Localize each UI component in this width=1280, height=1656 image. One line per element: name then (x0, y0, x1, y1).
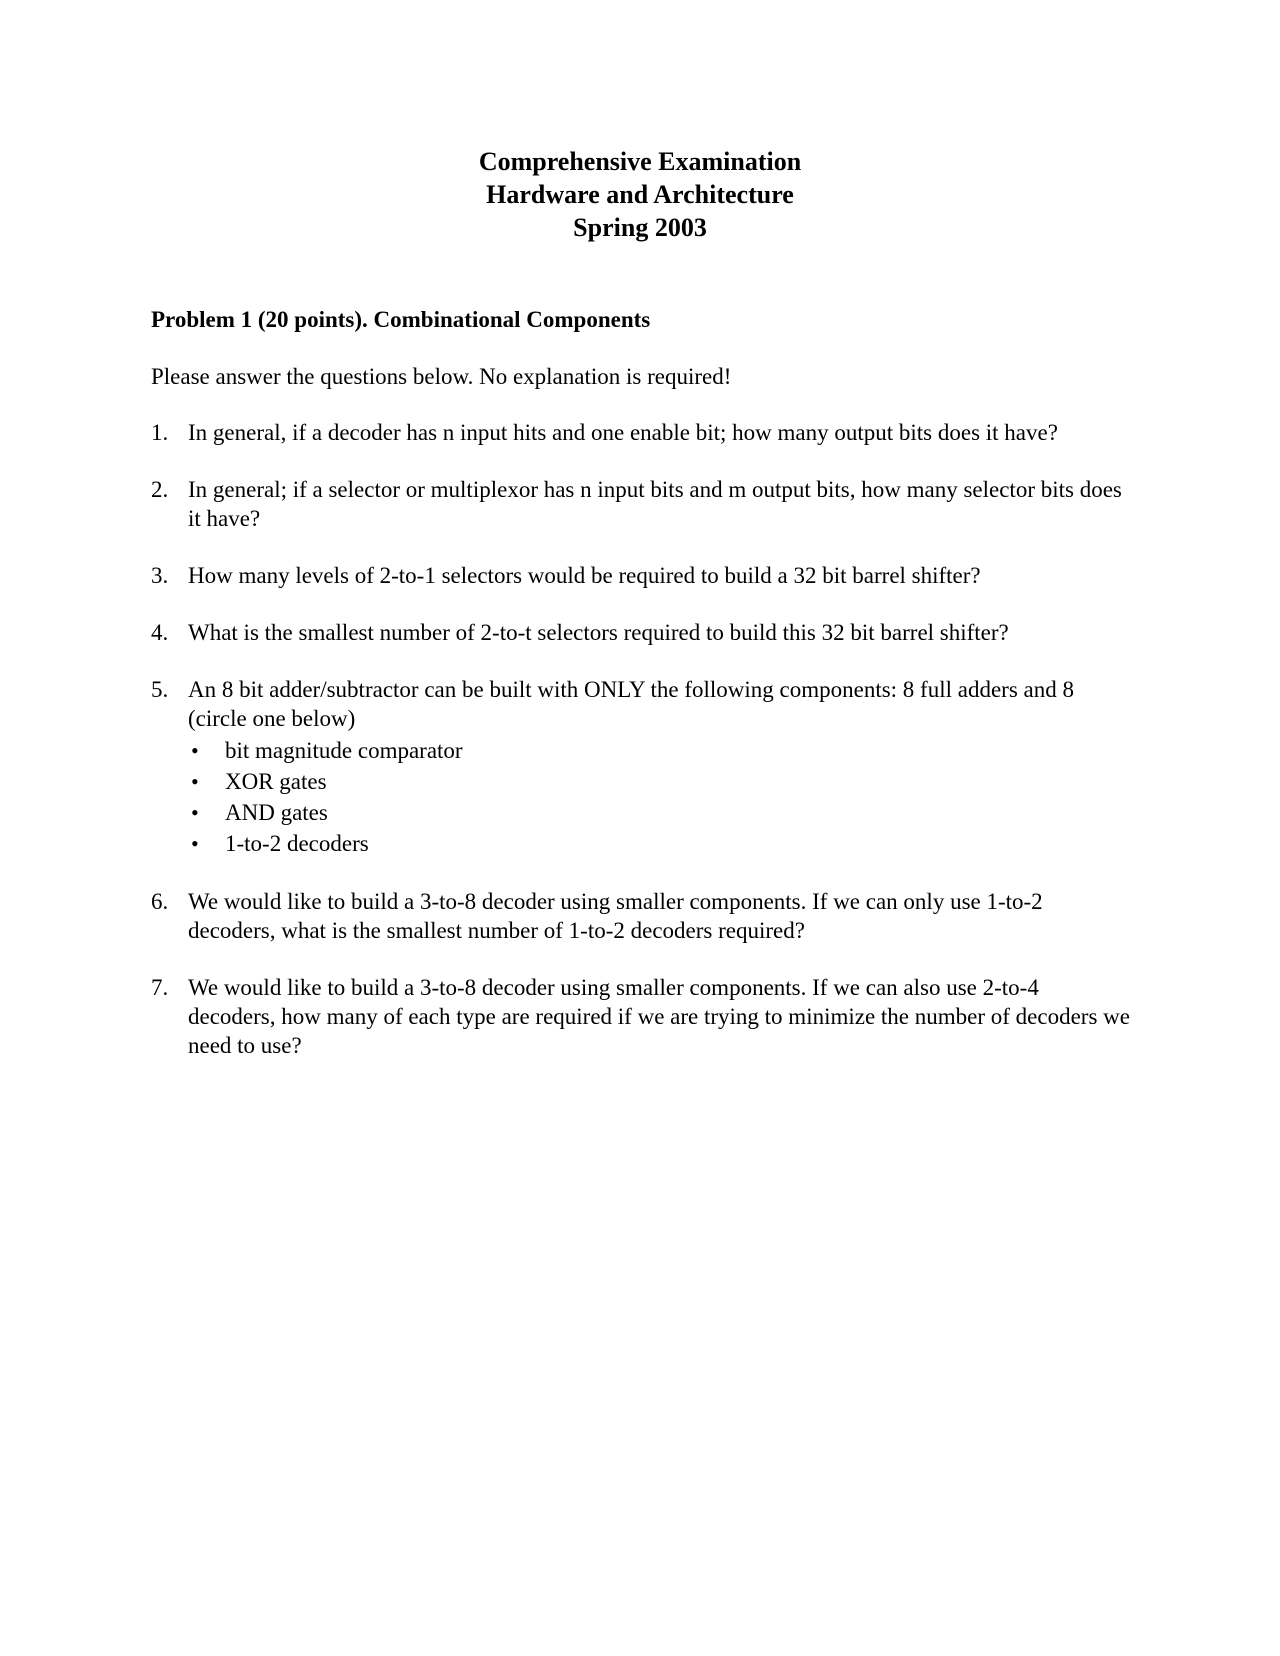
question-text: In general; if a selector or multiplexor has n input bits and m output bits, how many selector bits does it have? (188, 477, 1122, 531)
question-list (151, 418, 1131, 1060)
question-text: We would like to build a 3-to-8 decoder using smaller components. If we can also use 2-to-4 decoders, how many of each type are required if we are trying to minimize the number of decoders we need to use? (188, 975, 1130, 1058)
exam-title-line-1: Comprehensive Examination (478, 147, 802, 176)
answer-option-text: XOR gates (225, 769, 327, 794)
question-number: 5. (151, 677, 169, 702)
bullet-icon: • (191, 769, 199, 794)
question-4 (151, 618, 1131, 647)
problem-section (151, 305, 1131, 1088)
question-5 (151, 675, 1131, 859)
question-number: 7. (151, 975, 169, 1000)
question-text: We would like to build a 3-to-8 decoder using smaller components. If we can only use 1-to-2 decoders, what is the smallest number of 1-to-2 decoders required? (188, 889, 1043, 943)
question-number: 2. (151, 477, 169, 502)
answer-option-text: AND gates (225, 800, 328, 825)
question-2 (151, 475, 1131, 533)
answer-option (188, 828, 1131, 859)
question-number: 3. (151, 563, 169, 588)
question-number: 1. (151, 420, 169, 445)
question-text: How many levels of 2-to-1 selectors would be required to build a 32 bit barrel shifter? (188, 563, 981, 588)
exam-title (0, 145, 1280, 244)
answer-option (188, 735, 1131, 766)
answer-option (188, 766, 1131, 797)
bullet-icon: • (191, 831, 199, 856)
question-number: 6. (151, 889, 169, 914)
question-text: An 8 bit adder/subtractor can be built with ONLY the following components: 8 full adders and 8 (circle one below) (188, 677, 1074, 731)
bullet-icon: • (191, 738, 199, 763)
problem-instructions: Please answer the questions below. No explanation is required! (151, 364, 732, 389)
answer-options (188, 735, 1131, 859)
problem-heading: Problem 1 (20 points). Combinational Components (151, 307, 651, 332)
answer-option (188, 797, 1131, 828)
question-6 (151, 887, 1131, 945)
question-7 (151, 973, 1131, 1060)
question-number: 4. (151, 620, 169, 645)
question-text: In general, if a decoder has n input hits and one enable bit; how many output bits does it have? (188, 420, 1058, 445)
exam-title-line-3: Spring 2003 (573, 213, 707, 242)
question-3 (151, 561, 1131, 590)
bullet-icon: • (191, 800, 199, 825)
question-text: What is the smallest number of 2-to-t selectors required to build this 32 bit barrel shifter? (188, 620, 1009, 645)
question-1 (151, 418, 1131, 447)
answer-option-text: 1-to-2 decoders (225, 831, 369, 856)
exam-title-line-2: Hardware and Architecture (486, 180, 794, 209)
answer-option-text: bit magnitude comparator (225, 738, 463, 763)
